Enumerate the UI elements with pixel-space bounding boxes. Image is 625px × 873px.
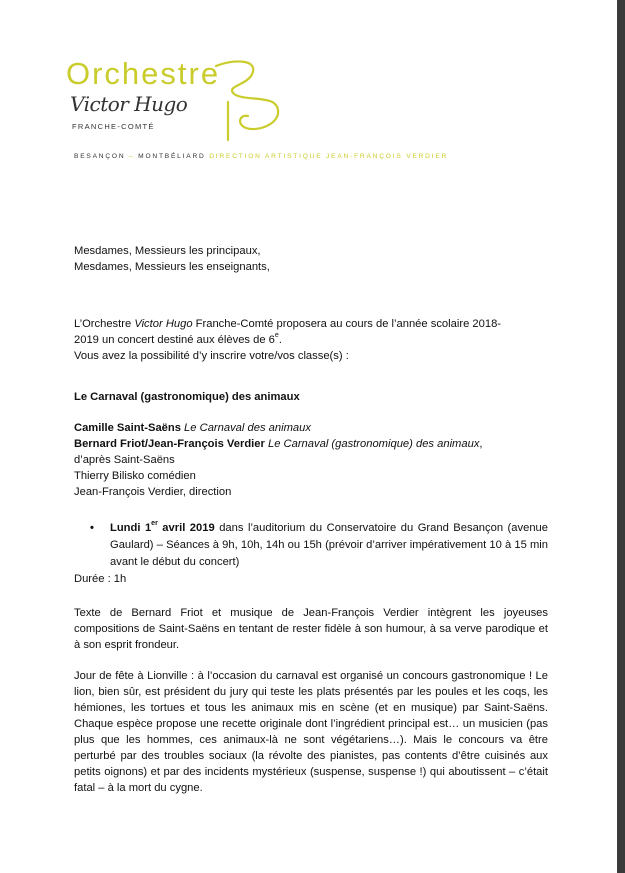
greeting-line-2: Mesdames, Messieurs les enseignants,: [74, 261, 270, 273]
logo-wordmark: Orchestre: [66, 56, 221, 91]
intro-line-1: L’Orchestre Victor Hugo Franche-Comté proposera au cours de l’année scolaire 2018-: [74, 318, 502, 330]
credit-conductor: Jean-François Verdier, direction: [74, 486, 232, 498]
greeting-block: [74, 243, 548, 275]
description-paragraph-2: Jour de fête à Lionville : à l’occasion du carnaval est organisé un concours gastronomique ! Le lion, bien sûr, est président du jury qui teste les plats présentés par les poules et les coqs, les hémiones, les tortues et tous les animaux mis en scène (et en musique) par Saint-Saëns. Chaque espèce propose une recette originale dont l’ingrédient principal est… un musicien (pas plus que les hommes, ces animaux-là ne sont végétariens…). Mais le concours va être perturbé par des troubles sociaux (la révolte des pianistes, pas contents d’être cuisinés aux petits oignons) et par des incidents mystérieux (suspense, suspense !) qui aboutissent – c’était fatal – à la mort du cygne.: [74, 670, 548, 794]
tagline-separator: –: [129, 153, 135, 160]
header-tagline: [74, 153, 448, 160]
clef-swirl-icon: [206, 58, 296, 143]
credit-actor: Thierry Bilisko comédien: [74, 470, 196, 482]
credit-composer: Camille Saint-Saëns Le Carnaval des animaux: [74, 422, 311, 434]
tagline-direction: DIRECTION ARTISTIQUE JEAN-FRANÇOIS VERDIER: [209, 153, 449, 160]
logo-script-signature: Victor Hugo: [70, 92, 188, 116]
intro-line-2: 2019 un concert destiné aux élèves de 6e.: [74, 332, 282, 346]
description-paragraph-1: Texte de Bernard Friot et musique de Jean-François Verdier intègrent les joyeuses compositions de Saint-Saëns en tentant de rester fidèle à son humour, à sa verve parodique et à son esprit frondeur.: [74, 607, 548, 651]
tagline-city-montbeliard: MONTBÉLIARD: [138, 153, 206, 160]
bullet-dot-icon: •: [90, 522, 94, 534]
tagline-city-besancon: BESANÇON: [74, 153, 126, 160]
bullet-text: Lundi 1er avril 2019 dans l’auditorium du Conservatoire du Grand Besançon (avenue Gaulard) – Séances à 9h, 10h, 14h ou 15h (prévoir d’arriver impérativement 10 à 15 min avant le début du concert): [110, 520, 548, 568]
credit-after: d’après Saint-Saëns: [74, 454, 175, 466]
credits-block: [74, 420, 548, 500]
intro-line-3: Vous avez la possibilité d’y inscrire votre/vos classe(s) :: [74, 350, 349, 362]
viewer-edge: [617, 0, 625, 873]
logo-subtitle: FRANCHE-COMTÉ: [72, 122, 155, 131]
intro-paragraph: [74, 316, 548, 364]
greeting-line-1: Mesdames, Messieurs les principaux,: [74, 245, 261, 257]
credit-adaptation: Bernard Friot/Jean-François Verdier Le Carnaval (gastronomique) des animaux,: [74, 438, 483, 450]
concert-title: Le Carnaval (gastronomique) des animaux: [74, 391, 300, 403]
orchestra-logo: [66, 58, 296, 158]
duration: Durée : 1h: [74, 573, 127, 585]
